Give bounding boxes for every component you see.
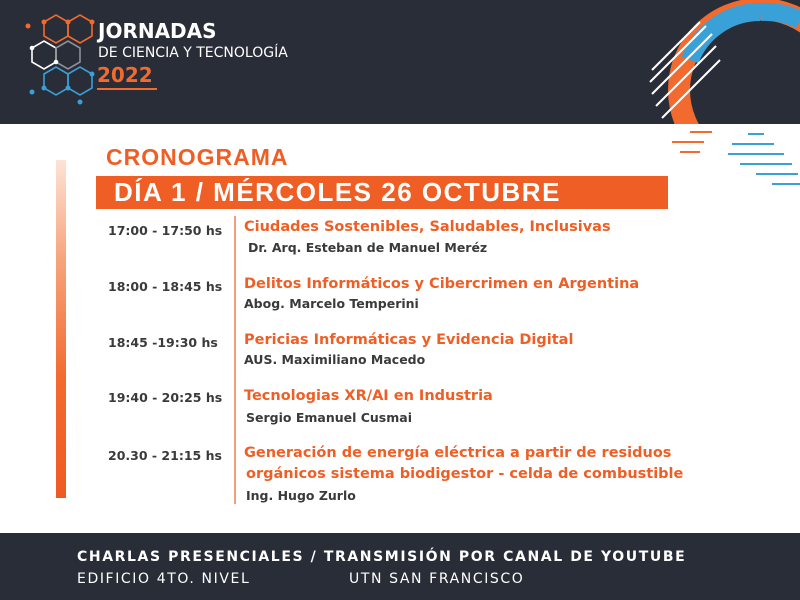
footer-format-text: CHARLAS PRESENCIALES / TRANSMISIÓN POR CANAL DE YOUTUBE xyxy=(77,549,687,565)
item-title: Generación de energía eléctrica a partir de residuos xyxy=(244,445,672,461)
item-title: Tecnologias XR/AI en Industria xyxy=(244,388,493,404)
year-underline xyxy=(97,88,157,90)
item-speaker: Abog. Marcelo Temperini xyxy=(244,296,419,311)
item-speaker: Sergio Emanuel Cusmai xyxy=(246,410,412,425)
item-title-line2: orgánicos sistema biodigestor - celda de combustible xyxy=(246,466,684,482)
item-time: 19:40 - 20:25 hs xyxy=(108,390,223,405)
footer-location-building: EDIFICIO 4TO. NIVEL xyxy=(77,571,251,587)
timeline-divider xyxy=(234,216,236,504)
brand-subtitle: DE CIENCIA Y TECNOLOGÍA xyxy=(98,45,288,61)
item-speaker: Dr. Arq. Esteban de Manuel Meréz xyxy=(248,240,488,255)
footer-location-institution: UTN SAN FRANCISCO xyxy=(349,571,525,587)
item-time: 17:00 - 17:50 hs xyxy=(108,223,223,238)
item-time: 20.30 - 21:15 hs xyxy=(108,448,222,463)
item-speaker: AUS. Maximiliano Macedo xyxy=(244,352,426,367)
item-title: Ciudades Sostenibles, Saludables, Inclusivas xyxy=(244,219,611,235)
day-label: DÍA 1 / MÉRCOLES 26 OCTUBRE xyxy=(114,177,561,207)
accent-bar xyxy=(56,160,66,498)
day-banner xyxy=(96,176,668,209)
schedule-heading: CRONOGRAMA xyxy=(106,144,289,170)
item-time: 18:00 - 18:45 hs xyxy=(108,279,223,294)
item-speaker: Ing. Hugo Zurlo xyxy=(246,488,356,503)
brand-year: 2022 xyxy=(97,63,153,87)
item-title: Pericias Informáticas y Evidencia Digital xyxy=(244,332,574,348)
item-title: Delitos Informáticos y Cibercrimen en Argentina xyxy=(244,276,640,292)
footer xyxy=(0,533,800,600)
brand-title: JORNADAS xyxy=(98,19,217,43)
molecule-logo-icon xyxy=(22,10,102,110)
header xyxy=(0,0,800,124)
item-time: 18:45 -19:30 hs xyxy=(108,335,218,350)
